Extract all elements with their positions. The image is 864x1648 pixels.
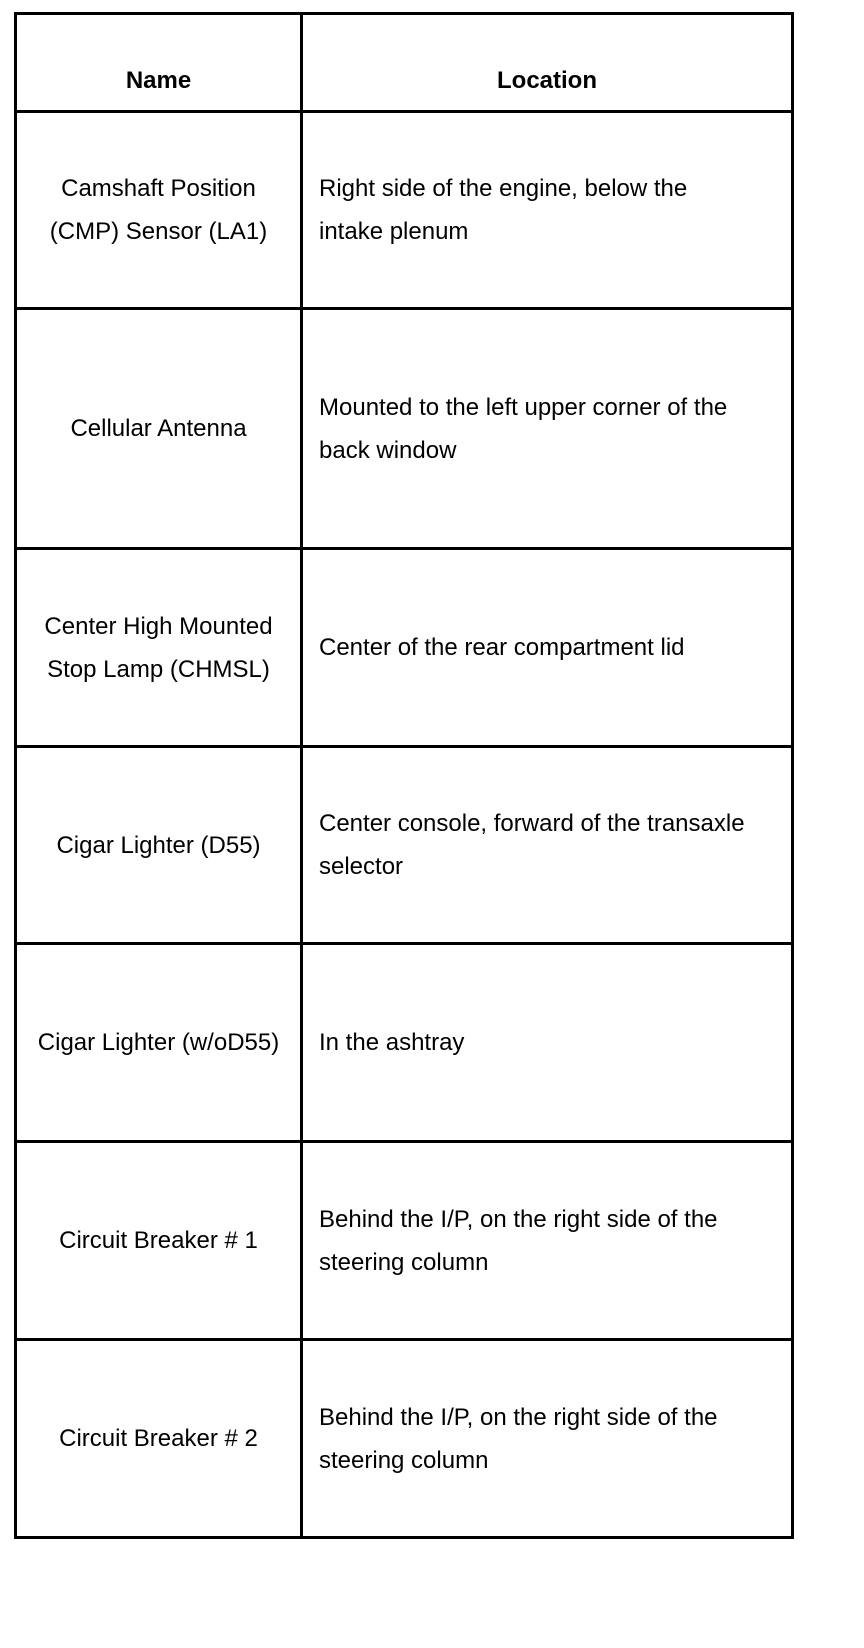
table-body [16,112,793,1538]
table-row [16,112,793,309]
table-row [16,747,793,944]
table-header [16,14,793,112]
name-column-header: Name [16,14,302,112]
component-location-cell: Right side of the engine, below the intake plenum [302,112,793,309]
component-name-cell: Circuit Breaker # 2 [16,1340,302,1538]
table-row [16,1142,793,1340]
table-row [16,1340,793,1538]
component-name-cell: Camshaft Position (CMP) Sensor (LA1) [16,112,302,309]
table-row [16,944,793,1142]
component-location-cell: In the ashtray [302,944,793,1142]
table-row [16,309,793,549]
component-location-cell: Mounted to the left upper corner of the back window [302,309,793,549]
component-name-cell: Center High Mounted Stop Lamp (CHMSL) [16,549,302,747]
location-column-header: Location [302,14,793,112]
table-row [16,549,793,747]
component-location-cell: Center console, forward of the transaxle selector [302,747,793,944]
component-location-table [14,12,794,1539]
component-location-cell: Behind the I/P, on the right side of the steering column [302,1340,793,1538]
component-location-cell: Center of the rear compartment lid [302,549,793,747]
component-name-cell: Cigar Lighter (w/oD55) [16,944,302,1142]
component-name-cell: Cellular Antenna [16,309,302,549]
header-row [16,14,793,112]
component-name-cell: Cigar Lighter (D55) [16,747,302,944]
component-name-cell: Circuit Breaker # 1 [16,1142,302,1340]
component-location-cell: Behind the I/P, on the right side of the steering column [302,1142,793,1340]
